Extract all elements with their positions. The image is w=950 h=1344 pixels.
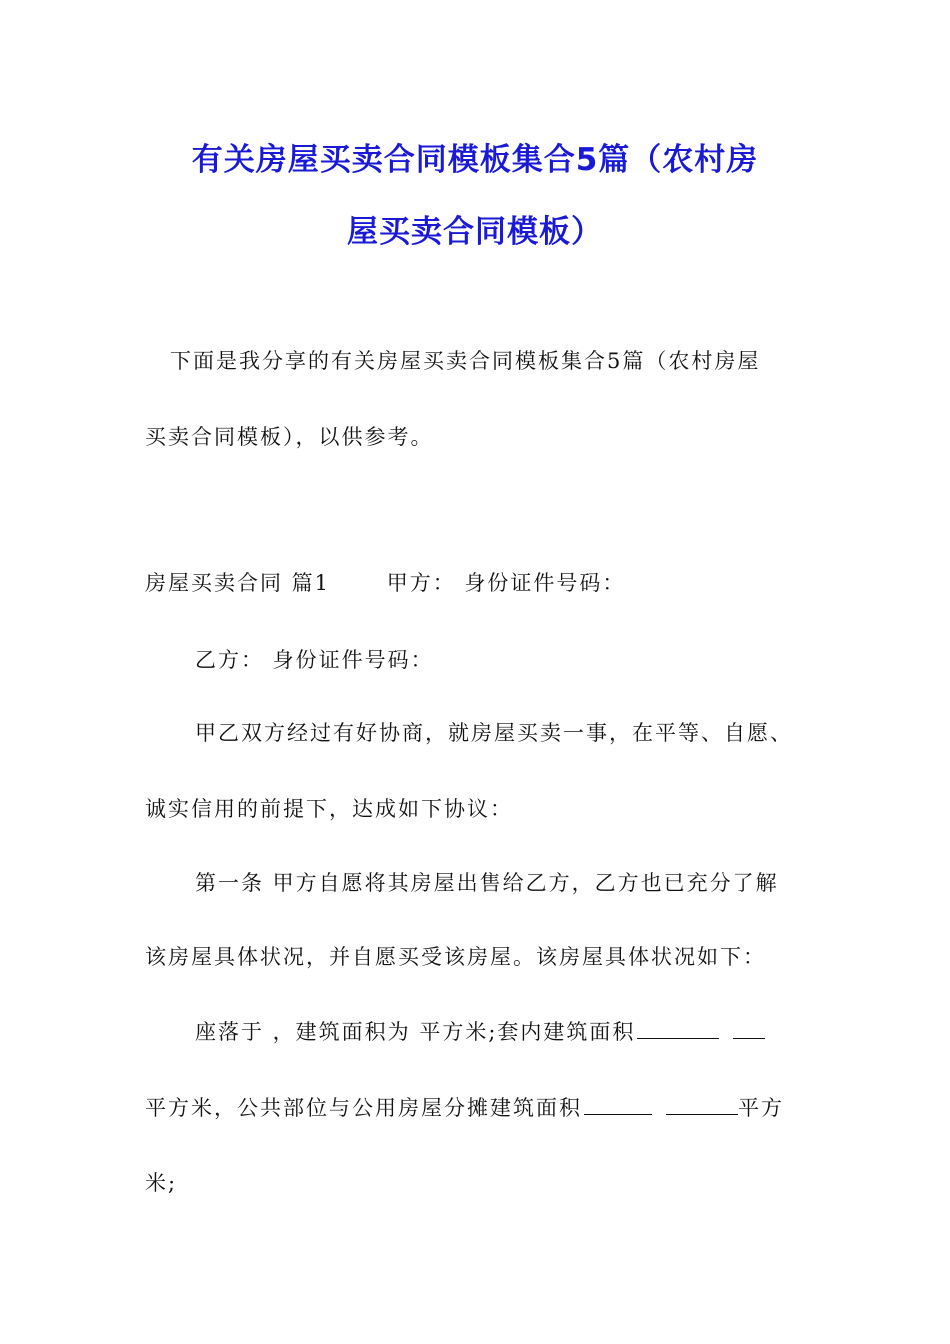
blank-underline <box>733 1020 765 1039</box>
paragraph-1-line-1: 甲乙双方经过有好协商，就房屋买卖一事，在平等、自愿、 <box>195 721 793 745</box>
blank-underline <box>666 1096 738 1115</box>
location-line-2 <box>145 1093 784 1123</box>
document-title-line-2: 屋买卖合同模板） <box>347 214 603 250</box>
location-line-1 <box>195 1017 765 1047</box>
blank-underline <box>637 1020 719 1039</box>
party-b-line: 乙方： 身份证件号码： <box>195 648 434 672</box>
intro-line-1: 下面是我分享的有关房屋买卖合同模板集合5篇（农村房屋 <box>170 349 761 373</box>
intro-line-2: 买卖合同模板），以供参考。 <box>145 425 434 449</box>
party-a-text: 甲方： 身份证件号码： <box>386 571 626 595</box>
section-heading <box>145 568 625 598</box>
paragraph-1-line-2: 诚实信用的前提下，达成如下协议： <box>145 797 513 821</box>
article-1-line-2: 该房屋具体状况，并自愿买受该房屋。该房屋具体状况如下： <box>145 945 766 969</box>
location-text-2: 平方米，公共部位与公用房屋分摊建筑面积 <box>145 1096 582 1120</box>
location-line-3: 米; <box>145 1171 178 1195</box>
article-1-line-1: 第一条 甲方自愿将其房屋出售给乙方，乙方也已充分了解 <box>195 871 779 895</box>
location-text-1: 座落于 ，建筑面积为 平方米;套内建筑面积 <box>195 1020 636 1044</box>
document-title-line-1: 有关房屋买卖合同模板集合5篇（农村房 <box>191 142 759 178</box>
blank-underline <box>584 1096 652 1115</box>
section-heading-text: 房屋买卖合同 篇1 <box>145 571 331 595</box>
location-text-2-unit: 平方 <box>738 1096 784 1120</box>
